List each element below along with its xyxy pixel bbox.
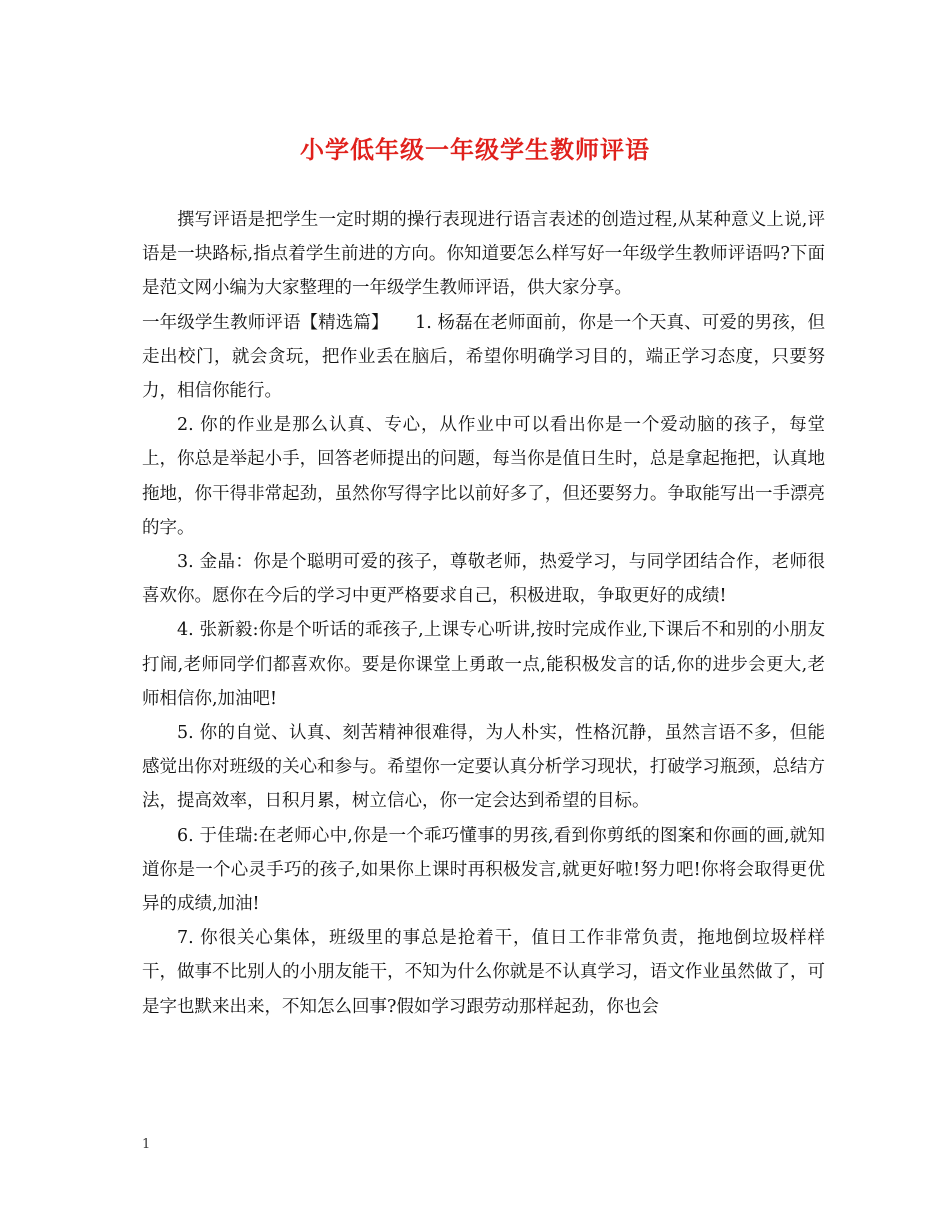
comment-paragraph-1: 一年级学生教师评语【精选篇】 1. 杨磊在老师面前，你是一个天真、可爱的男孩，但走出校门，就会贪玩，把作业丢在脑后，希望你明确学习目的，端正学习态度，只要努力，相信你能行。	[142, 312, 825, 402]
comment-paragraph-4: 4. 张新毅:你是个听话的乖孩子,上课专心听讲,按时完成作业,下课后不和别的小朋友打闹,老师同学们都喜欢你。要是你课堂上勇敢一点,能积极发言的话,你的进步会更大,老师相信你,加油吧!	[142, 620, 825, 709]
document-body	[142, 203, 825, 1024]
page-number: 1	[142, 1137, 151, 1152]
comment-paragraph-2: 2. 你的作业是那么认真、专心，从作业中可以看出你是一个爱动脑的孩子，每堂上，你总是举起小手，回答老师提出的问题，每当你是值日生时，总是拿起拖把，认真地拖地，你干得非常起劲，虽然你写得字比以前好多了，但还要努力。争取能写出一手漂亮的字。	[142, 415, 825, 538]
comment-paragraph-3: 3. 金晶：你是个聪明可爱的孩子，尊敬老师，热爱学习，与同学团结合作，老师很喜欢你。愿你在今后的学习中更严格要求自己，积极进取，争取更好的成绩!	[142, 552, 825, 607]
comment-paragraph-7: 7. 你很关心集体，班级里的事总是抢着干，值日工作非常负责，拖地倒垃圾样样干，做事不比别人的小朋友能干，不知为什么你就是不认真学习，语文作业虽然做了，可是字也默来出来，不知怎么回事?假如学习跟劳动那样起劲，你也会	[142, 928, 825, 1017]
comment-paragraph-5: 5. 你的自觉、认真、刻苦精神很难得，为人朴实，性格沉静，虽然言语不多，但能感觉出你对班级的关心和参与。希望你一定要认真分析学习现状，打破学习瓶颈，总结方法，提高效率，日积月累，树立信心，你一定会达到希望的目标。	[142, 723, 825, 812]
document-title: 小学低年级一年级学生教师评语	[300, 135, 650, 164]
intro-paragraph: 撰写评语是把学生一定时期的操行表现进行语言表述的创造过程,从某种意义上说,评语是一块路标,指点着学生前进的方向。你知道要怎么样写好一年级学生教师评语吗?下面是范文网小编为大家整理的一年级学生教师评语，供大家分享。	[142, 210, 825, 299]
comment-paragraph-6: 6. 于佳瑞:在老师心中,你是一个乖巧懂事的男孩,看到你剪纸的图案和你画的画,就知道你是一个心灵手巧的孩子,如果你上课时再积极发言,就更好啦!努力吧!你将会取得更优异的成绩,加油!	[142, 825, 825, 915]
